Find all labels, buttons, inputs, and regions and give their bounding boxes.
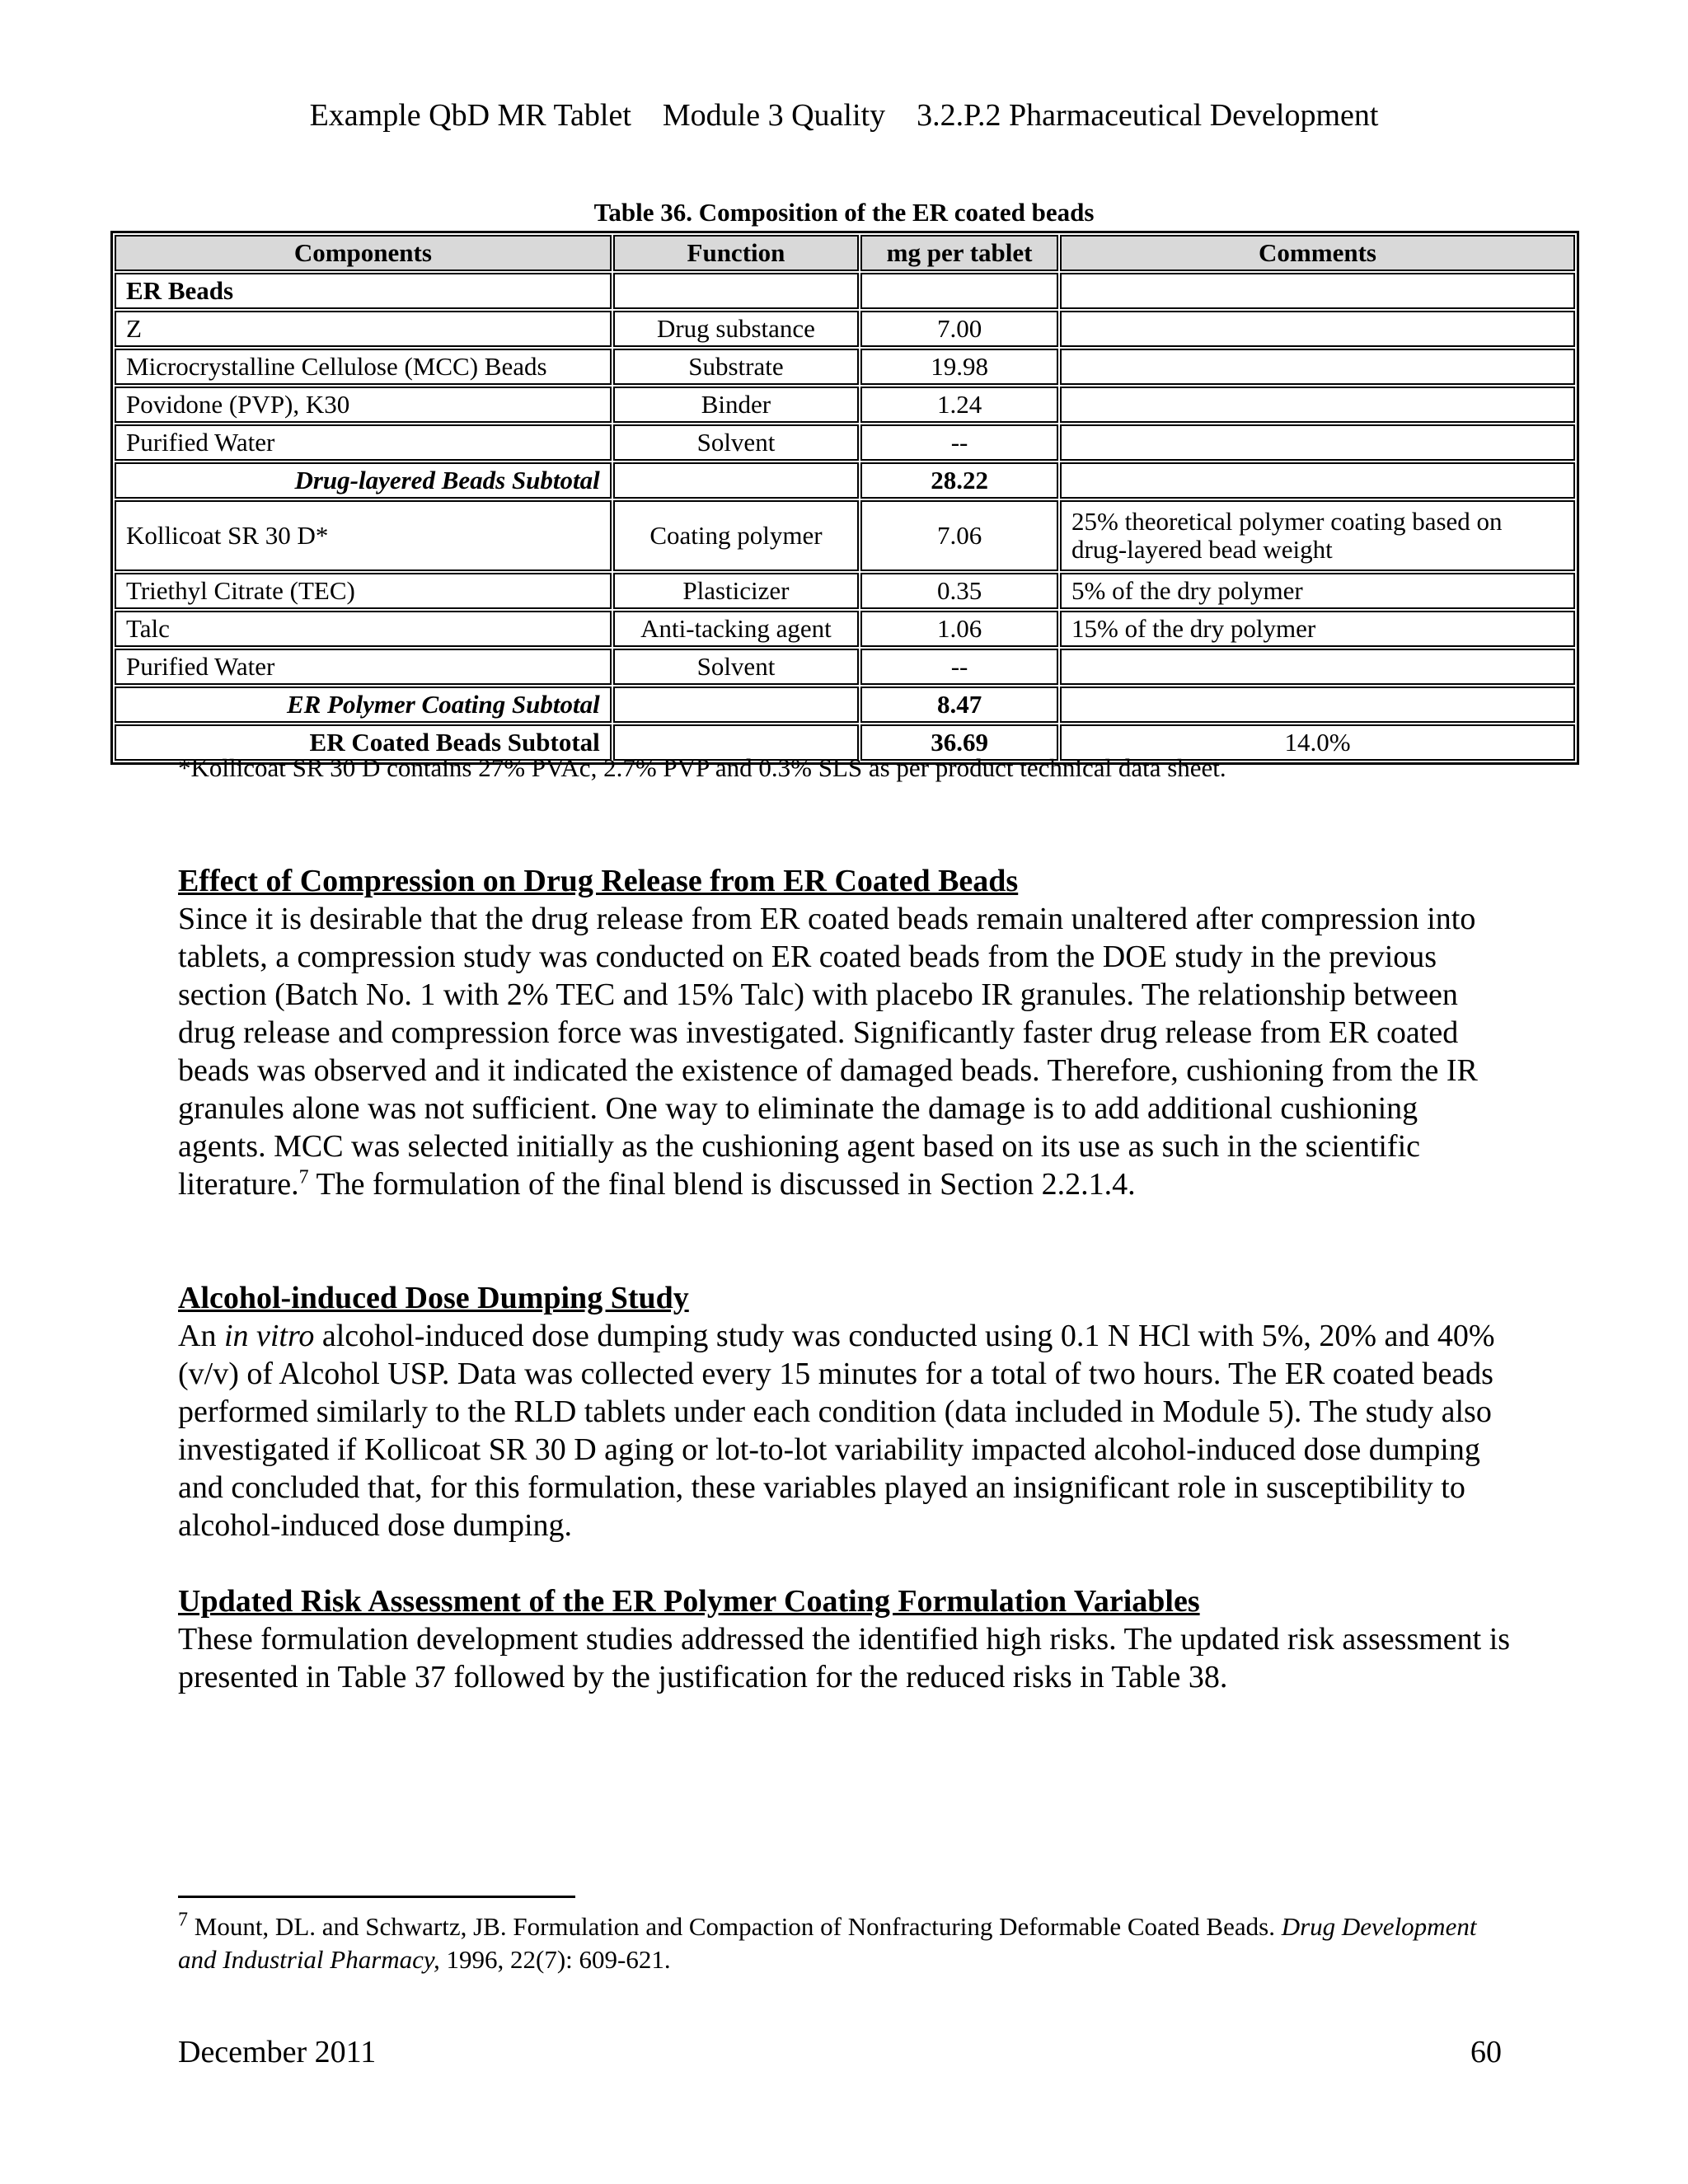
function-cell: Anti-tacking agent xyxy=(613,611,859,647)
component-cell: ER Polymer Coating Subtotal xyxy=(115,687,612,723)
comment-cell xyxy=(1060,311,1575,347)
section-compression xyxy=(178,862,1513,1203)
function-cell xyxy=(613,462,859,499)
function-cell: Binder xyxy=(613,387,859,423)
mg-cell: 1.24 xyxy=(860,387,1058,423)
component-cell: Povidone (PVP), K30 xyxy=(115,387,612,423)
component-cell: Talc xyxy=(115,611,612,647)
function-cell: Plasticizer xyxy=(613,573,859,609)
comment-cell xyxy=(1060,462,1575,499)
table-row xyxy=(115,611,1575,647)
component-cell: Kollicoat SR 30 D* xyxy=(115,500,612,571)
mg-cell: 36.69 xyxy=(860,724,1058,761)
comment-cell xyxy=(1060,349,1575,385)
section-risk xyxy=(178,1582,1513,1696)
mg-cell: 28.22 xyxy=(860,462,1058,499)
comment-cell xyxy=(1060,649,1575,685)
footnote-citation: 1996, 22(7): 609-621. xyxy=(439,1945,671,1974)
mg-cell: 0.35 xyxy=(860,573,1058,609)
table-row xyxy=(115,311,1575,347)
subtotal-row xyxy=(115,462,1575,499)
comment-cell xyxy=(1060,273,1575,309)
section-heading: Updated Risk Assessment of the ER Polymer Coating Formulation Variables xyxy=(178,1584,1200,1619)
table-row xyxy=(115,349,1575,385)
mg-cell: -- xyxy=(860,424,1058,461)
comment-cell xyxy=(1060,387,1575,423)
component-cell: Purified Water xyxy=(115,649,612,685)
body-text-start: An xyxy=(178,1319,224,1353)
function-cell: Solvent xyxy=(613,424,859,461)
body-text-end: The formulation of the final blend is discussed in Section 2.2.1.4. xyxy=(308,1167,1136,1202)
running-header: Example QbD MR Tablet Module 3 Quality 3.2.P.2 Pharmaceutical Development xyxy=(309,98,1379,133)
function-cell: Coating polymer xyxy=(613,500,859,571)
comment-cell: 15% of the dry polymer xyxy=(1060,611,1575,647)
body-text: Since it is desirable that the drug release from ER coated beads remain unaltered after compression into tablets, a compression study was conducted on ER coated beads from the DOE study in the previous section (Batch No. 1 with 2% TEC and 15% Talc) with placebo IR granules. The relationship between drug release and compression force was investigated. Significantly faster drug release from ER coated beads was observed and it indicated the existence of damaged beads. Therefore, cushioning from the IR granules alone was not sufficient. One way to eliminate the damage is to add additional cushioning agents. MCC was selected initially as the cushioning agent based on its use as such in the scientific literature. xyxy=(178,902,1478,1202)
component-cell: ER Coated Beads Subtotal xyxy=(115,724,612,761)
component-cell: Drug-layered Beads Subtotal xyxy=(115,462,612,499)
component-cell: Z xyxy=(115,311,612,347)
section-body xyxy=(178,1317,1513,1544)
table-row xyxy=(115,573,1575,609)
function-cell xyxy=(613,273,859,309)
mg-cell: 19.98 xyxy=(860,349,1058,385)
table-row xyxy=(115,500,1575,571)
table-caption: Table 36. Composition of the ER coated beads xyxy=(593,198,1095,227)
function-cell: Solvent xyxy=(613,649,859,685)
function-cell: Drug substance xyxy=(613,311,859,347)
mg-cell: 7.06 xyxy=(860,500,1058,571)
column-header: Components xyxy=(115,235,612,271)
footnote-separator xyxy=(178,1896,575,1898)
comment-cell xyxy=(1060,424,1575,461)
section-heading: Alcohol-induced Dose Dumping Study xyxy=(178,1281,689,1315)
function-cell xyxy=(613,687,859,723)
page-number: 60 xyxy=(1470,2035,1502,2069)
footnote-text: Mount, DL. and Schwartz, JB. Formulation and Compaction of Nonfracturing Deformable Coated Beads. xyxy=(188,1912,1282,1941)
comment-cell: 5% of the dry polymer xyxy=(1060,573,1575,609)
section-alcohol xyxy=(178,1279,1513,1544)
table-header-row xyxy=(115,235,1575,271)
footnote-journal: Drug Development and Industrial Pharmacy, xyxy=(178,1912,1477,1974)
mg-cell: 8.47 xyxy=(860,687,1058,723)
footnote-ref[interactable]: 7 xyxy=(298,1166,309,1188)
footer-date: December 2011 xyxy=(178,2035,377,2069)
table-row xyxy=(115,387,1575,423)
table-row xyxy=(115,649,1575,685)
table-footnote: *Kollicoat SR 30 D contains 27% PVAc, 2.7% PVP and 0.3% SLS as per product technical data sheet. xyxy=(178,753,1226,782)
footnote xyxy=(178,1910,1513,1976)
footnote-number: 7 xyxy=(178,1909,188,1931)
mg-cell xyxy=(860,273,1058,309)
comment-cell: 25% theoretical polymer coating based on drug-layered bead weight xyxy=(1060,500,1575,571)
component-cell: ER Beads xyxy=(115,273,612,309)
component-cell: Purified Water xyxy=(115,424,612,461)
column-header: Comments xyxy=(1060,235,1575,271)
column-header: Function xyxy=(613,235,859,271)
table-row xyxy=(115,424,1575,461)
mg-cell: 1.06 xyxy=(860,611,1058,647)
comment-cell: 14.0% xyxy=(1060,724,1575,761)
body-text-end: alcohol-induced dose dumping study was conducted using 0.1 N HCl with 5%, 20% and 40% (v/v) of Alcohol USP. Data was collected every 15 minutes for a total of two hours. The ER coated beads performed similarly to the RLD tablets under each condition (data included in Module 5). The study also investigated if Kollicoat SR 30 D aging or lot-to-lot variability impacted alcohol-induced dose dumping and concluded that, for this formulation, these variables played an insignificant role in susceptibility to alcohol-induced dose dumping. xyxy=(178,1319,1495,1543)
section-heading: Effect of Compression on Drug Release from ER Coated Beads xyxy=(178,864,1019,898)
comment-cell xyxy=(1060,687,1575,723)
table-row xyxy=(115,273,1575,309)
component-cell: Microcrystalline Cellulose (MCC) Beads xyxy=(115,349,612,385)
section-body xyxy=(178,900,1513,1203)
mg-cell: 7.00 xyxy=(860,311,1058,347)
section-body: These formulation development studies addressed the identified high risks. The updated risk assessment is presented in Table 37 followed by the justification for the reduced risks in Table 38. xyxy=(178,1622,1511,1694)
component-cell: Triethyl Citrate (TEC) xyxy=(115,573,612,609)
composition-table xyxy=(110,231,1579,765)
column-header: mg per tablet xyxy=(860,235,1058,271)
body-text-italic: in vitro xyxy=(223,1319,315,1353)
subtotal-row xyxy=(115,687,1575,723)
function-cell: Substrate xyxy=(613,349,859,385)
mg-cell: -- xyxy=(860,649,1058,685)
